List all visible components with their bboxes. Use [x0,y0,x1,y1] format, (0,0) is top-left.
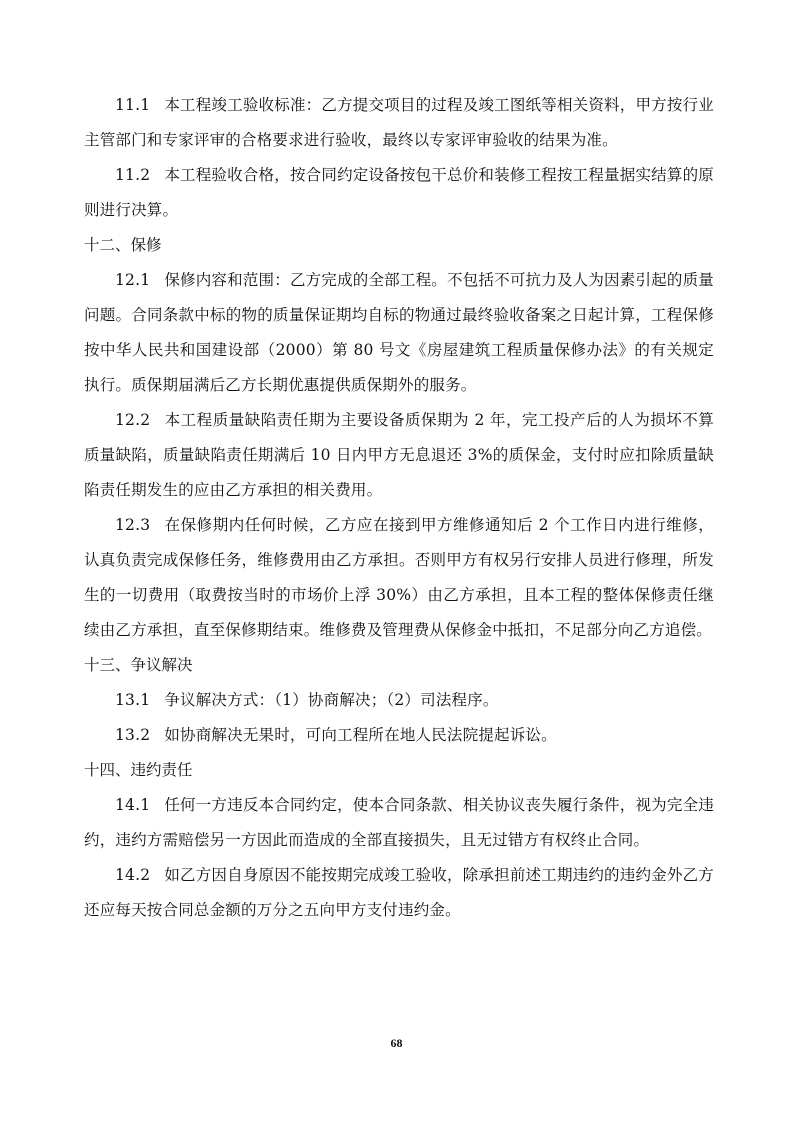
clause-text: 本工程竣工验收标准：乙方提交项目的过程及竣工图纸等相关资料，甲方按行业主管部门和专家评审的合格要求进行验收，最终以专家评审验收的结果为准。 [84,96,714,149]
document-body [84,88,714,928]
clause-text: 争议解决方式：（1）协商解决；（2）司法程序。 [164,691,499,709]
clause-number: 12.1 [115,271,151,289]
clause-number: 12.2 [115,411,151,429]
clause-number: 11.1 [115,96,151,114]
clause-number: 13.1 [115,691,151,709]
clause-text: 本工程验收合格，按合同约定设备按包干总价和装修工程按工程量据实结算的原则进行决算。 [84,166,714,219]
clause-text: 任何一方违反本合同约定，使本合同条款、相关协议丧失履行条件，视为完全违约，违约方需赔偿另一方因此而造成的全部直接损失，且无过错方有权终止合同。 [84,796,714,849]
clause-number: 13.2 [115,726,151,744]
page-number: 68 [390,1036,403,1050]
clause-11-2 [84,158,714,228]
clause-text: 如协商解决无果时，可向工程所在地人民法院提起诉讼。 [164,726,557,744]
clause-text: 如乙方因自身原因不能按期完成竣工验收，除承担前述工期违约的违约金外乙方还应每天按合同总金额的万分之五向甲方支付违约金。 [84,866,714,919]
clause-12-2 [84,403,714,508]
clause-text: 本工程质量缺陷责任期为主要设备质保期为 2 年，完工投产后的人为损坏不算质量缺陷，质量缺陷责任期满后 10 日内甲方无息退还 3%的质保金，支付时应扣除质量缺陷责任期发生的应由乙方承担的相关费用。 [84,411,714,499]
clause-13-1 [84,683,714,718]
clause-text: 在保修期内任何时候，乙方应在接到甲方维修通知后 2 个工作日内进行维修，认真负责完成保修任务，维修费用由乙方承担。否则甲方有权另行安排人员进行修理，所发生的一切费用（取费按当时的市场价上浮 30%）由乙方承担，且本工程的整体保修责任继续由乙方承担，直至保修期结束。维修费及管理费从保修金中抵扣，不足部分向乙方追偿。 [84,516,714,639]
clause-14-1 [84,788,714,858]
clause-number: 14.2 [115,866,151,884]
clause-14-2 [84,858,714,928]
section-heading-warranty: 十二、保修 [84,236,162,254]
clause-number: 12.3 [115,516,151,534]
clause-text: 保修内容和范围：乙方完成的全部工程。不包括不可抗力及人为因素引起的质量问题。合同条款中标的物的质量保证期均自标的物通过最终验收备案之日起计算，工程保修按中华人民共和国建设部（2000）第 80 号文《房屋建筑工程质量保修办法》的有关规定执行。质保期届满后乙方长期优惠提供质保期外的服务。 [84,271,714,394]
clause-13-2 [84,718,714,753]
clause-number: 11.2 [115,166,151,184]
clause-12-3 [84,508,714,648]
section-heading-dispute: 十三、争议解决 [84,656,193,674]
section-heading-liability: 十四、违约责任 [84,761,193,779]
clause-12-1 [84,263,714,403]
clause-number: 14.1 [115,796,151,814]
clause-11-1 [84,88,714,158]
